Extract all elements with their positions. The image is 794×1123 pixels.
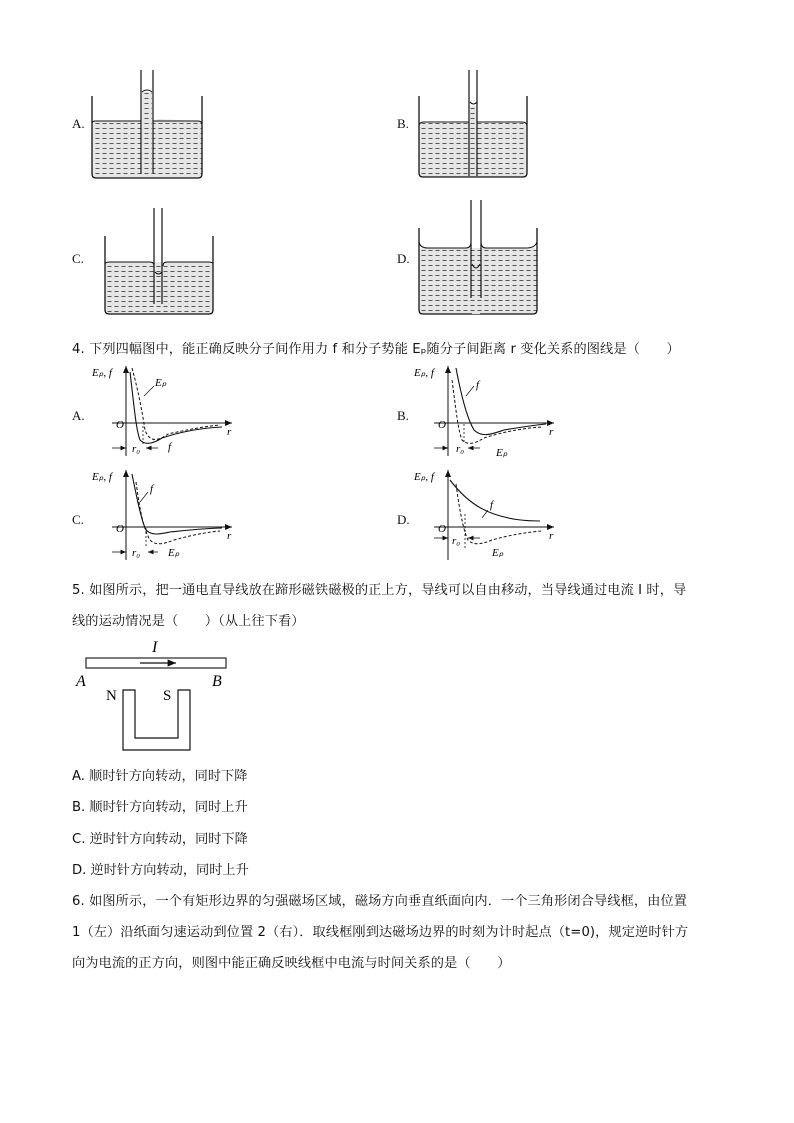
q4d-axis-x: r (549, 530, 554, 542)
q4-graph-d (412, 464, 562, 562)
q4c-axis-x: r (227, 530, 232, 542)
capillary-figure-b (414, 66, 536, 184)
q5-figure (72, 632, 242, 756)
q5-pole-s: S (163, 688, 172, 704)
q5-stem-line-2: 线的运动情况是（ ）（从上往下看） (72, 614, 305, 629)
q4a-axis-x: r (227, 426, 232, 438)
q4-graph-a (90, 360, 240, 458)
q4b-axis-x: r (549, 426, 554, 438)
q4-label-c: C. (72, 512, 84, 527)
q4b-r0: r₀ (456, 443, 465, 455)
q4-graph-c (90, 464, 240, 562)
q4-label-d: D. (397, 512, 410, 527)
q5-choice-a[interactable]: A. 顺时针方向转动，同时下降 (72, 769, 248, 784)
q6-stem-line-3: 向为电流的正方向，则图中能正确反映线框中电流与时间关系的是（ ） (72, 956, 511, 971)
q4b-ep: Eₚ (496, 447, 508, 458)
q4b-origin: O (438, 419, 446, 431)
q5-stem-line-1: 5. 如图所示，把一通电直导线放在蹄形磁铁磁极的正上方，导线可以自由移动，当导线通过电流 I 时，导 (72, 583, 687, 598)
option-label-c: C. (72, 251, 84, 266)
q5-choice-c[interactable]: C. 逆时针方向转动，同时下降 (72, 832, 248, 847)
capillary-figure-a (88, 66, 210, 184)
q6-stem-line-2: 1（左）沿纸面匀速运动到位置 2（右）．取线框刚到达磁场边界的时刻为计时起点（t=0)，规定逆时针方 (72, 925, 689, 940)
q4c-origin: O (116, 523, 124, 535)
q5-current-label: I (152, 639, 158, 656)
q5-choice-b[interactable]: B. 顺时针方向转动，同时上升 (72, 800, 248, 815)
q4-graph-b (412, 360, 562, 458)
q4d-axis-y: Eₚ, f (414, 471, 434, 483)
q5-choice-d[interactable]: D. 逆时针方向转动，同时上升 (72, 863, 249, 878)
option-label-a: A. (72, 116, 85, 131)
q4a-ep: Eₚ (155, 377, 167, 389)
q4a-f: f (168, 441, 172, 453)
q4d-r0: r₀ (452, 535, 461, 547)
q4c-axis-y: Eₚ, f (92, 471, 112, 483)
q4a-axis-y: Eₚ, f (92, 367, 112, 379)
q5-pole-n: N (106, 688, 117, 704)
capillary-figure-d (414, 198, 544, 320)
q5-end-b: B (212, 673, 222, 690)
q4c-r0: r₀ (132, 547, 141, 559)
q5-end-a: A (76, 673, 86, 690)
option-label-d: D. (397, 251, 410, 266)
q4-stem: 4. 下列四幅图中，能正确反映分子间作用力 f 和分子势能 Eₚ随分子间距离 r 变化关系的图线是（ ） (72, 342, 680, 357)
q4d-f: f (490, 499, 494, 511)
q4d-origin: O (438, 523, 446, 535)
capillary-figure-c (100, 204, 222, 322)
q4a-origin: O (116, 419, 124, 431)
q6-stem-line-1: 6. 如图所示，一个有矩形边界的匀强磁场区域，磁场方向垂直纸面向内．一个三角形闭合导线框，由位置 (72, 894, 688, 909)
q4-label-b: B. (397, 408, 409, 423)
option-label-b: B. (397, 116, 409, 131)
q4a-r0: r₀ (132, 443, 141, 455)
q4-label-a: A. (72, 408, 85, 423)
q4b-f: f (476, 379, 480, 391)
q4c-ep: Eₚ (168, 547, 180, 559)
q4d-ep: Eₚ (492, 547, 504, 559)
q4b-axis-y: Eₚ, f (414, 367, 434, 379)
q4c-f: f (150, 483, 154, 495)
